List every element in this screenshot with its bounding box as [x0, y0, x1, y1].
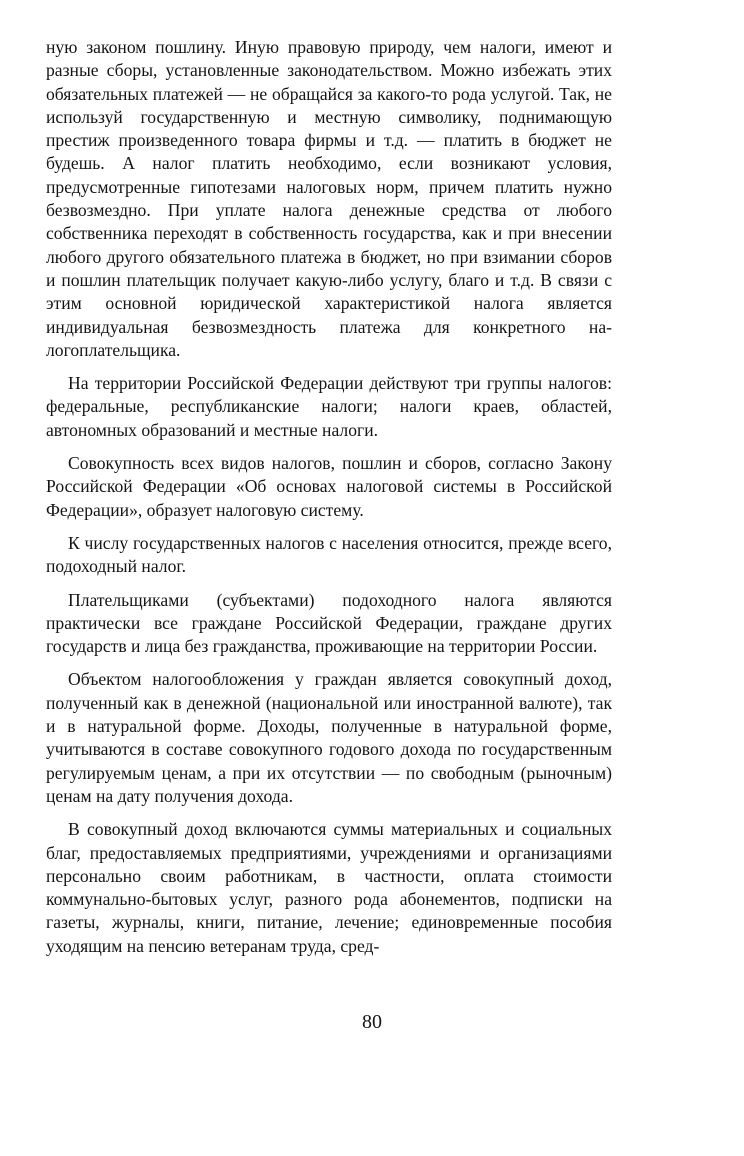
paragraph-4: К числу государственных налогов с населения относится, прежде всего, подоходный налог.	[46, 532, 612, 577]
page-body	[46, 36, 612, 958]
paragraph-2: На территории Российской Федерации действуют три группы налогов: федеральные, республиканские налоги; налоги краев, областей, автономных образований и местные налоги.	[46, 373, 612, 440]
page-number: 80	[362, 1011, 382, 1033]
paragraph-1: ную законом пошлину. Иную правовую природу, чем налоги, имеют и разные сборы, установленные законодательством. Можно избежать этих обязательных платежей — не обращайся за какого-то рода услугой. Так, не используй государственную и местную символику, поднимающую престиж произведенного товара фирмы и т.д. — платить в бюджет не будешь. А налог платить необходимо, если возникают условия, предусмотренные гипотезами налоговых норм, причем платить нужно безвозмездно. При уплате налога денежные средства от любого собственника переходят в собственность государства, как и при внесении любого другого обязательного платежа в бюджет, но при взимании сборов и пошлин плательщик получает какую-либо услугу, благо и т.д. В связи с этим основной юридической характеристикой налога является индивидуальная безвозмездность платежа для конкретного налогоплательщика.	[46, 37, 612, 360]
paragraph-5: Плательщиками (субъектами) подоходного налога являются практически все граждане Российской Федерации, граждане других государств и лица без гражданства, проживающие на территории России.	[46, 589, 612, 657]
paragraph-6: Объектом налогообложения у граждан является совокупный доход, полученный как в денежной (национальной или иностранной валюте), так и в натуральной форме. Доходы, полученные в натуральной форме, учитываются в составе совокупного годового дохода по государственным регулируемым ценам, а при их отсутствии — по свободным (рыночным) ценам на дату получения дохода.	[46, 669, 612, 806]
paragraph-7: В совокупный доход включаются суммы материальных и социальных благ, предоставляемых предприятиями, учреждениями и организациями персонально своим работникам, в частности, оплата стоимости коммунально-бытовых услуг, разного рода абонементов, подписки на газеты, журналы, книги, питание, лечение; единовременные пособия уходящим на пенсию ветеранам труда, сред-	[46, 819, 612, 956]
paragraph-3: Совокупность всех видов налогов, пошлин и сборов, согласно Закону Российской Федерации «Об основах налоговой системы в Российской Федерации», образует налоговую систему.	[46, 453, 612, 520]
